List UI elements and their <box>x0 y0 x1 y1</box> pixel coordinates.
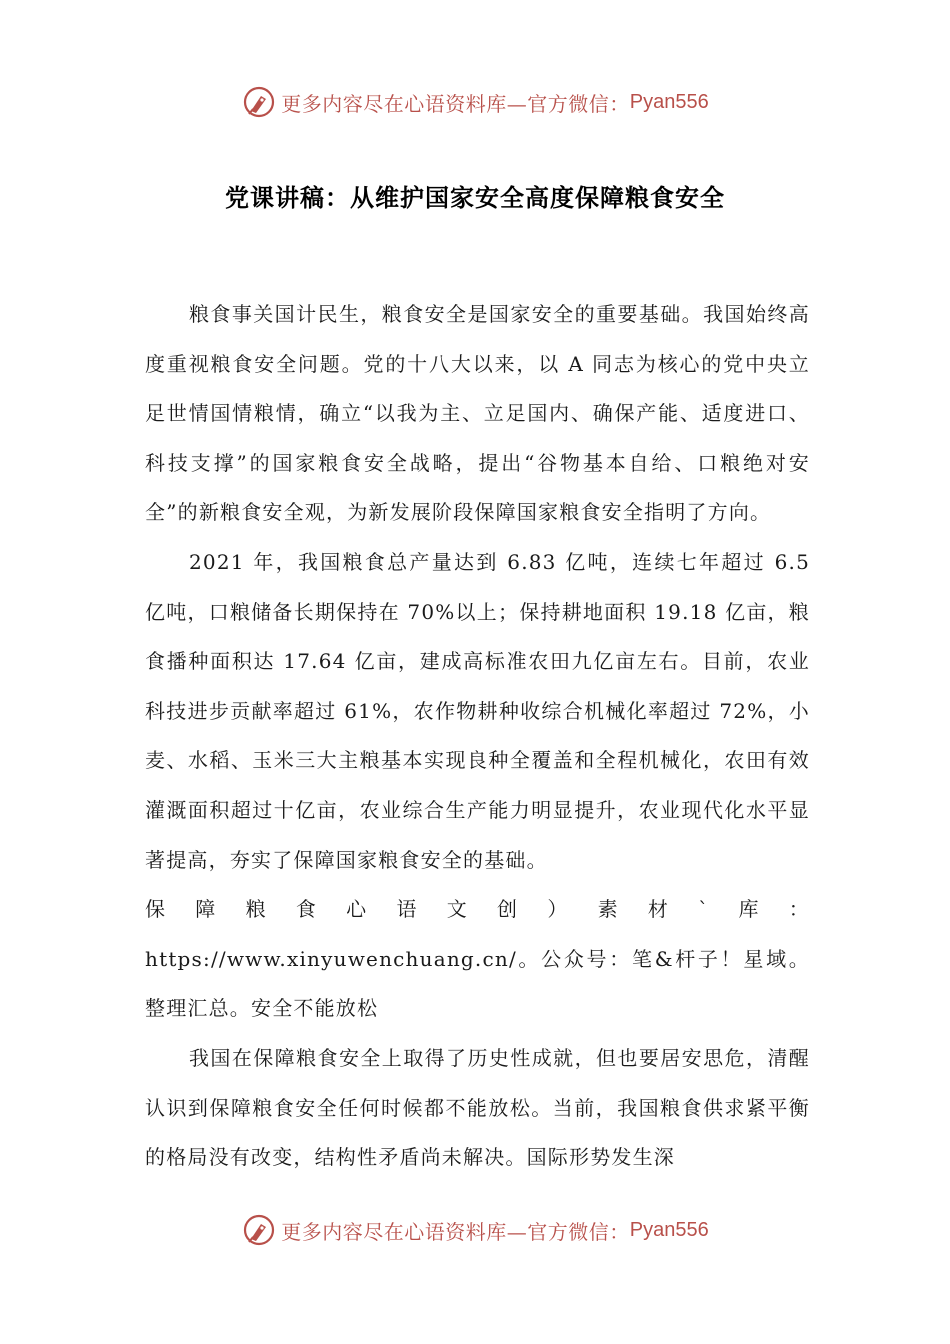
footer-banner <box>0 1210 950 1250</box>
banner-wechat-id: Pyan556 <box>629 90 709 113</box>
paragraph: 粮食事关国计民生，粮食安全是国家安全的重要基础。我国始终高度重视粮食安全问题。党的十八大以来，以 A 同志为核心的党中央立足世情国情粮情，确立“以我为主、立足国内、确保产能、适度进口、科技支撑”的国家粮食安全战略，提出“谷物基本自给、口粮绝对安全”的新粮食安全观，为新发展阶段保障国家粮食安全指明了方向。 <box>145 302 810 525</box>
pen-nib-logo-icon <box>241 84 277 120</box>
banner-text: 更多内容尽在心语资料库—官方微信： <box>281 1219 630 1244</box>
banner-wechat-id: Pyan556 <box>629 1218 709 1241</box>
paragraph: 保障粮食心语文创）素材`库：https://www.xinyuwenchuang.cn/。公众号：笔&杆子！星域。整理汇总。安全不能放松 <box>145 897 810 1021</box>
page-title: 党课讲稿：从维护国家安全高度保障粮食安全 <box>225 183 725 212</box>
paragraph: 我国在保障粮食安全上取得了历史性成就，但也要居安思危，清醒认识到保障粮食安全任何时候都不能放松。当前，我国粮食供求紧平衡的格局没有改变，结构性矛盾尚未解决。国际形势发生深 <box>145 1045 810 1170</box>
pen-nib-logo-icon <box>241 1212 277 1248</box>
paragraph: 2021 年，我国粮食总产量达到 6.83 亿吨，连续七年超过 6.5 亿吨，口粮储备长期保持在 70%以上；保持耕地面积 19.18 亿亩，粮食播种面积达 17.64 亿亩，建成高标准农田九亿亩左右。目前，农业科技进步贡献率超过 61%，农作物耕种收综合机械化率超过 72%，小麦、水稻、玉米三大主粮基本实现良种全覆盖和全程机械化，农田有效灌溉面积超过十亿亩，农业综合生产能力明显提升，农业现代化水平显著提高，夯实了保障国家粮食安全的基础。 <box>145 549 810 872</box>
document-body <box>145 290 810 1183</box>
banner-text: 更多内容尽在心语资料库—官方微信： <box>281 91 630 116</box>
header-banner <box>0 82 950 122</box>
